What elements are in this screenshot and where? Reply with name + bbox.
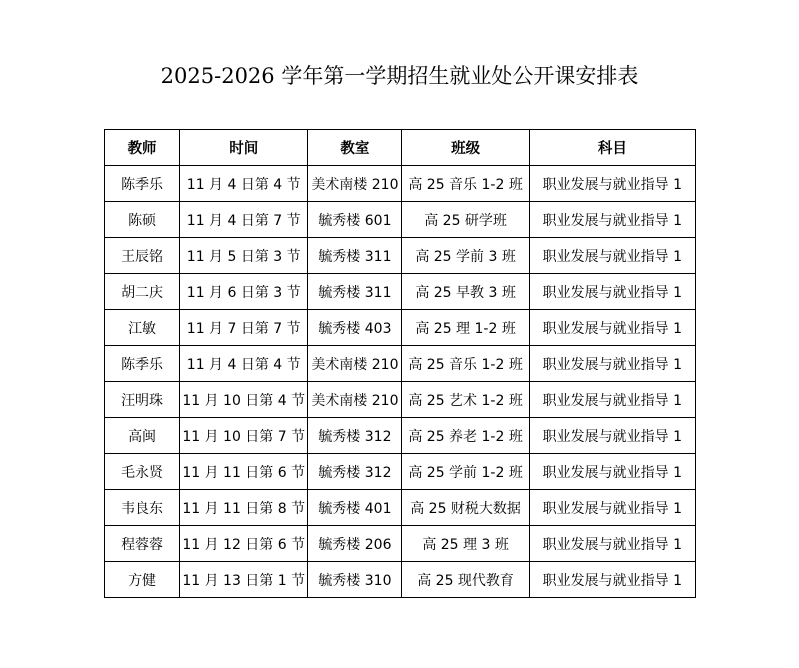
cell-time: 11 月 10 日第 7 节: [180, 418, 308, 454]
cell-time: 11 月 11 日第 6 节: [180, 454, 308, 490]
cell-subject: 职业发展与就业指导 1: [529, 166, 695, 202]
table-row: [105, 490, 696, 526]
cell-subject: 职业发展与就业指导 1: [529, 274, 695, 310]
table-row: [105, 526, 696, 562]
table-header-row: [105, 130, 696, 166]
cell-subject: 职业发展与就业指导 1: [529, 490, 695, 526]
cell-teacher: 程蓉蓉: [105, 526, 180, 562]
cell-room: 美术南楼 210: [308, 166, 402, 202]
header-room: 教室: [308, 130, 402, 166]
cell-room: 毓秀楼 311: [308, 274, 402, 310]
cell-subject: 职业发展与就业指导 1: [529, 310, 695, 346]
header-time: 时间: [180, 130, 308, 166]
cell-teacher: 王辰铭: [105, 238, 180, 274]
table-row: [105, 238, 696, 274]
header-subject: 科目: [529, 130, 695, 166]
cell-time: 11 月 4 日第 7 节: [180, 202, 308, 238]
cell-subject: 职业发展与就业指导 1: [529, 454, 695, 490]
cell-time: 11 月 11 日第 8 节: [180, 490, 308, 526]
cell-time: 11 月 7 日第 7 节: [180, 310, 308, 346]
cell-subject: 职业发展与就业指导 1: [529, 526, 695, 562]
cell-class: 高 25 艺术 1-2 班: [402, 382, 529, 418]
cell-subject: 职业发展与就业指导 1: [529, 202, 695, 238]
document-title: 2025-2026 学年第一学期招生就业处公开课安排表: [160, 64, 639, 88]
cell-teacher: 陈硕: [105, 202, 180, 238]
table-row: [105, 346, 696, 382]
header-class: 班级: [402, 130, 529, 166]
cell-class: 高 25 学前 3 班: [402, 238, 529, 274]
cell-class: 高 25 研学班: [402, 202, 529, 238]
cell-room: 毓秀楼 310: [308, 562, 402, 598]
cell-teacher: 陈季乐: [105, 346, 180, 382]
cell-subject: 职业发展与就业指导 1: [529, 346, 695, 382]
cell-room: 毓秀楼 312: [308, 418, 402, 454]
cell-room: 美术南楼 210: [308, 346, 402, 382]
cell-time: 11 月 4 日第 4 节: [180, 346, 308, 382]
cell-teacher: 方健: [105, 562, 180, 598]
cell-room: 毓秀楼 312: [308, 454, 402, 490]
cell-subject: 职业发展与就业指导 1: [529, 238, 695, 274]
cell-subject: 职业发展与就业指导 1: [529, 418, 695, 454]
table-row: [105, 166, 696, 202]
cell-teacher: 陈季乐: [105, 166, 180, 202]
cell-class: 高 25 音乐 1-2 班: [402, 166, 529, 202]
cell-time: 11 月 5 日第 3 节: [180, 238, 308, 274]
table-row: [105, 418, 696, 454]
cell-subject: 职业发展与就业指导 1: [529, 382, 695, 418]
cell-teacher: 江敏: [105, 310, 180, 346]
cell-class: 高 25 养老 1-2 班: [402, 418, 529, 454]
cell-class: 高 25 学前 1-2 班: [402, 454, 529, 490]
cell-class: 高 25 早教 3 班: [402, 274, 529, 310]
cell-room: 毓秀楼 206: [308, 526, 402, 562]
cell-room: 毓秀楼 601: [308, 202, 402, 238]
table-row: [105, 454, 696, 490]
cell-room: 毓秀楼 403: [308, 310, 402, 346]
cell-room: 毓秀楼 401: [308, 490, 402, 526]
header-teacher: 教师: [105, 130, 180, 166]
cell-time: 11 月 4 日第 4 节: [180, 166, 308, 202]
table-row: [105, 562, 696, 598]
table-row: [105, 310, 696, 346]
schedule-table: [104, 129, 696, 598]
table-row: [105, 382, 696, 418]
cell-teacher: 胡二庆: [105, 274, 180, 310]
cell-subject: 职业发展与就业指导 1: [529, 562, 695, 598]
cell-teacher: 毛永贤: [105, 454, 180, 490]
cell-time: 11 月 6 日第 3 节: [180, 274, 308, 310]
table-body: [105, 166, 696, 598]
cell-time: 11 月 12 日第 6 节: [180, 526, 308, 562]
cell-teacher: 韦良东: [105, 490, 180, 526]
cell-class: 高 25 理 3 班: [402, 526, 529, 562]
cell-teacher: 汪明珠: [105, 382, 180, 418]
cell-room: 毓秀楼 311: [308, 238, 402, 274]
cell-class: 高 25 理 1-2 班: [402, 310, 529, 346]
cell-class: 高 25 现代教育: [402, 562, 529, 598]
table-row: [105, 274, 696, 310]
cell-class: 高 25 财税大数据: [402, 490, 529, 526]
table-row: [105, 202, 696, 238]
cell-class: 高 25 音乐 1-2 班: [402, 346, 529, 382]
cell-time: 11 月 13 日第 1 节: [180, 562, 308, 598]
cell-room: 美术南楼 210: [308, 382, 402, 418]
cell-teacher: 高闽: [105, 418, 180, 454]
cell-time: 11 月 10 日第 4 节: [180, 382, 308, 418]
